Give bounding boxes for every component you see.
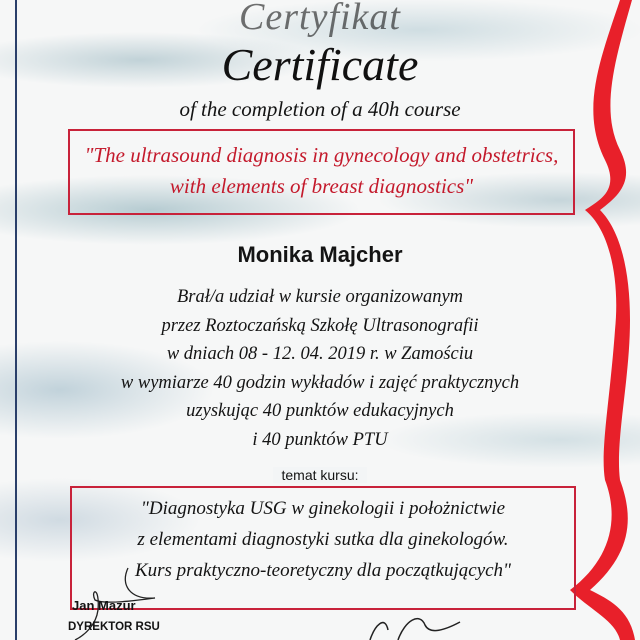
certificate-body bbox=[0, 283, 640, 454]
body-line: przez Roztoczańską Szkołę Ultrasonografii bbox=[161, 315, 479, 336]
body-line: w wymiarze 40 godzin wykładów i zajęć praktycznych bbox=[120, 372, 520, 393]
course-title-pl bbox=[70, 493, 576, 586]
course-title-en-line: with elements of breast diagnostics" bbox=[169, 174, 474, 198]
signer-name: Jan Mazur bbox=[72, 598, 136, 613]
topic-label-text: temat kursu: bbox=[273, 467, 366, 483]
signer-role: DYREKTOR RSU bbox=[68, 621, 160, 633]
course-title-pl-line: z elementami diagnostyki sutka dla ginekologów. bbox=[137, 529, 509, 550]
certificate-title: Certificate bbox=[221, 39, 419, 90]
body-line: Brał/a udział w kursie organizowanym bbox=[176, 287, 464, 307]
course-title-pl-line: "Diagnostyka USG w ginekologii i położnictwie bbox=[140, 498, 506, 519]
body-line: w dniach 08 - 12. 04. 2019 r. w Zamościu bbox=[166, 344, 474, 364]
body-line: i 40 punktów PTU bbox=[252, 429, 388, 450]
recipient-name: Monika Majcher bbox=[237, 242, 403, 267]
topic-label bbox=[0, 467, 640, 484]
course-title-en-line: "The ultrasound diagnosis in gynecology and obstetrics, bbox=[84, 143, 559, 167]
certificate-title-polish: Certyfikat bbox=[239, 0, 401, 38]
certificate-subtitle: of the completion of a 40h course bbox=[179, 97, 461, 121]
course-title-pl-line: Kurs praktyczno-teoretyczny dla początkujących" bbox=[134, 560, 512, 581]
course-title-en bbox=[68, 140, 575, 202]
body-line: uzyskując 40 punktów edukacyjnych bbox=[186, 401, 454, 421]
